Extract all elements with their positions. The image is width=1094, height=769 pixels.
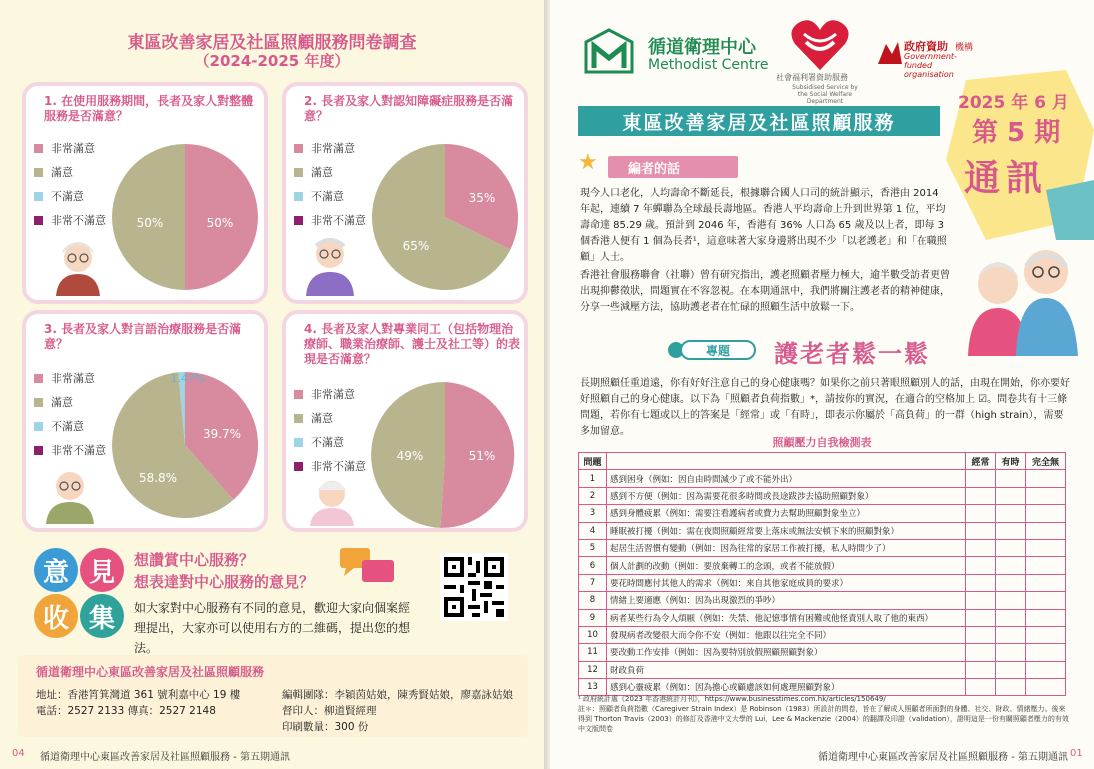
checkbox-often[interactable] xyxy=(966,470,996,487)
legend xyxy=(294,382,366,478)
feedback-headline-1: 想讚賞中心服務？ xyxy=(134,551,255,569)
page-footer: 循道衛理中心東區改善家居及社區照顧服務 - 第五期通訊 xyxy=(818,752,1068,763)
legend-item xyxy=(294,184,366,208)
legend-label: 非常不滿意 xyxy=(311,214,366,227)
speech-bubbles-icon xyxy=(340,544,396,588)
legend-item xyxy=(34,438,106,462)
checkbox-often[interactable] xyxy=(966,626,996,643)
pie-label: 49% xyxy=(396,449,424,463)
row-question: 感到不方便（例如：因為需要花很多時間或長途跋涉去協助照顧對象） xyxy=(607,487,966,504)
feedback-tile: 收 xyxy=(34,594,78,638)
legend xyxy=(34,136,106,232)
checkbox-often[interactable] xyxy=(966,487,996,504)
legend-item xyxy=(34,366,106,390)
legend-label: 非常滿意 xyxy=(311,142,355,155)
legend-item xyxy=(34,208,106,232)
row-question: 要花時間應付其他人的需求（例如：來自其他家庭成員的要求） xyxy=(607,574,966,591)
legend-item xyxy=(294,430,366,454)
caregiver-strain-table xyxy=(578,452,1066,696)
feedback-headline-2: 想表達對中心服務的意見？ xyxy=(134,573,315,591)
topic-paragraph: 長期照顧任重道遠，你有好好注意自己的身心健康嗎？如果你之前只著眼照顧別人的話，由現在開始，你亦要好好照顧自己的身心健康。以下為「照顧者負荷指數」*，請按你的實況，在適合的空格加上 ☑。問卷共有十三條問題，若你有七題或以上的答案是「經常」或「有時」，即表示你屬於「高負荷」的一群（high strain），需要多加留意。 xyxy=(580,378,1070,437)
editor-paragraph-1: 現今人口老化，人均壽命不斷延長，根據聯合國人口司的統計顯示，香港由 2014 年起，連續 7 年蟬聯為全球最長壽地區。香港人平均壽命上升到世界第 1 位，平均壽命達 85.29 歲。預計到 2046 年，香港有 36% 人口為 65 歲及以上者，即每 3 個香港人便有 1 個為長者¹，這意味著大家身邊將出現不少「以老護老」和「在職照顧」人士。 xyxy=(580,188,947,263)
legend-label: 不滿意 xyxy=(311,436,344,449)
legend-swatch xyxy=(34,446,43,455)
footer-copies: 印刷數量：300 份 xyxy=(282,721,369,733)
pie-chart-4 xyxy=(370,380,520,530)
checkbox-sometimes[interactable] xyxy=(996,557,1026,574)
row-number: 8 xyxy=(579,592,607,609)
pie-label: 50% xyxy=(136,216,164,230)
row-number: 13 xyxy=(579,679,607,696)
checkbox-never[interactable] xyxy=(1026,470,1066,487)
table-row xyxy=(579,505,1066,522)
row-question: 起居生活習慣有變動（例如：因為往常的家居工作被打擾，私人時間少了） xyxy=(607,539,966,556)
survey-card-4 xyxy=(282,310,528,532)
legend-item xyxy=(34,414,106,438)
legend-item xyxy=(34,160,106,184)
survey-card-1 xyxy=(22,82,268,304)
footnotes xyxy=(578,694,1070,734)
swd-heart-logo-icon xyxy=(790,18,850,72)
centre-name-zh: 循道衛理中心 xyxy=(648,37,756,58)
checkbox-often[interactable] xyxy=(966,644,996,661)
elderly-woman-illustration xyxy=(48,236,108,296)
pie-chart-2 xyxy=(370,142,520,292)
row-question: 情緒上要適應（例如：因為出現激烈的爭吵） xyxy=(607,592,966,609)
checkbox-often[interactable] xyxy=(966,522,996,539)
topic-tag: 專題 xyxy=(680,340,756,360)
checkbox-sometimes[interactable] xyxy=(996,626,1026,643)
row-question: 發現病者改變很大而令你不安（例如：他跟以往完全不同） xyxy=(607,626,966,643)
row-number: 3 xyxy=(579,505,607,522)
survey-card-2 xyxy=(282,82,528,304)
pie-label: 39.7% xyxy=(202,427,242,441)
row-question: 病者某些行為令人煩厭（例如：失禁、他記憶事情有困難或他怪責別人取了他的東西） xyxy=(607,609,966,626)
legend-swatch xyxy=(34,422,43,431)
legend-label: 不滿意 xyxy=(51,420,84,433)
table-row xyxy=(579,539,1066,556)
survey-title: 東區改善家居及社區照顧服務問卷調查 xyxy=(127,33,417,53)
table-row xyxy=(579,626,1066,643)
legend xyxy=(34,366,106,462)
legend-item xyxy=(294,382,366,406)
footer-address: 地址：香港筲箕灣道 361 號利嘉中心 19 樓 xyxy=(36,689,241,701)
legend-label: 非常滿意 xyxy=(51,142,95,155)
checkbox-often[interactable] xyxy=(966,505,996,522)
feedback-body: 如大家對中心服務有不同的意見，歡迎大家向個案經理提出，大家亦可以使用右方的二維碼，提出您的想法。 xyxy=(134,601,411,655)
gov-funded-org: 機構 xyxy=(955,43,974,53)
checkbox-sometimes[interactable] xyxy=(996,487,1026,504)
row-number: 4 xyxy=(579,522,607,539)
editor-paragraph-2: 香港社會服務聯會（社聯）曾有研究指出，護老照顧者壓力極大，逾半數受訪者更曾出現抑鬱徵狀，問題實在不容忽視。在本期通訊中，我們將關注護老者的精神健康，分享一些減壓方法，協助護老者在忙碌的照顧生活中放鬆一下。 xyxy=(580,270,950,313)
header-blank xyxy=(607,453,966,470)
feedback-tile: 集 xyxy=(80,594,124,638)
pie-label: 58.8% xyxy=(138,471,178,485)
legend-label: 滿意 xyxy=(311,412,333,425)
legend-swatch xyxy=(294,414,303,423)
checkbox-sometimes[interactable] xyxy=(996,522,1026,539)
table-row xyxy=(579,487,1066,504)
star-icon: ★ xyxy=(578,150,598,175)
legend-swatch xyxy=(294,168,303,177)
header-never: 完全無 xyxy=(1026,453,1066,470)
checkbox-sometimes[interactable] xyxy=(996,644,1026,661)
pie-chart-1 xyxy=(110,142,260,292)
legend-item xyxy=(34,390,106,414)
elderly-couple-illustration xyxy=(954,236,1090,356)
header-often: 經常 xyxy=(966,453,996,470)
footer-org: 循道衛理中心東區改善家居及社區照顧服務 xyxy=(36,665,265,679)
legend-swatch xyxy=(34,168,43,177)
issue-number: 第 5 期 xyxy=(972,118,1061,148)
gov-funded-en: Government-funded organisation xyxy=(904,52,957,79)
checkbox-never[interactable] xyxy=(1026,522,1066,539)
row-number: 9 xyxy=(579,609,607,626)
header-question: 問題 xyxy=(579,453,607,470)
row-number: 1 xyxy=(579,470,607,487)
centre-name-en: Methodist Centre xyxy=(648,57,769,73)
checkbox-never[interactable] xyxy=(1026,644,1066,661)
footnote-1: ¹ 政府統計處《2023 年香港統計月刊》，https://www.businesstimes.com.hk/articles/150649/ xyxy=(578,695,886,703)
legend-label: 滿意 xyxy=(51,396,73,409)
legend-item xyxy=(294,208,366,232)
checkbox-sometimes[interactable] xyxy=(996,592,1026,609)
legend-item xyxy=(294,160,366,184)
checkbox-often[interactable] xyxy=(966,539,996,556)
feedback-tiles xyxy=(34,548,124,638)
legend-swatch xyxy=(294,144,303,153)
government-funded-logo-icon xyxy=(876,40,904,66)
legend-label: 非常不滿意 xyxy=(51,214,106,227)
row-question: 感到身體疲累（例如：需要注看護病者或費力去幫助照顧對象坐立） xyxy=(607,505,966,522)
table-row xyxy=(579,557,1066,574)
service-banner: 東區改善家居及社區照顧服務 xyxy=(578,106,940,136)
checkbox-never[interactable] xyxy=(1026,626,1066,643)
legend-swatch xyxy=(34,144,43,153)
checkbox-never[interactable] xyxy=(1026,574,1066,591)
checkbox-sometimes[interactable] xyxy=(996,539,1026,556)
checkbox-often[interactable] xyxy=(966,592,996,609)
pie-label: 51% xyxy=(468,449,496,463)
issue-type: 通訊 xyxy=(964,158,1049,199)
row-question: 睡眠被打擾（例如：需在夜間照顧經常要上落床或無法安頓下來的照顧對象） xyxy=(607,522,966,539)
pie-label: 65% xyxy=(402,239,430,253)
legend-swatch xyxy=(294,438,303,447)
legend-swatch xyxy=(294,390,303,399)
methodist-centre-logo-icon xyxy=(584,28,634,74)
legend-label: 非常滿意 xyxy=(51,372,95,385)
legend-label: 滿意 xyxy=(311,166,333,179)
checkbox-often[interactable] xyxy=(966,557,996,574)
legend-swatch xyxy=(34,374,43,383)
checkbox-sometimes[interactable] xyxy=(996,505,1026,522)
checkbox-sometimes[interactable] xyxy=(996,470,1026,487)
checkbox-often[interactable] xyxy=(966,609,996,626)
swd-label-en: Subsidised Service by the Social Welfare Department xyxy=(792,84,858,105)
survey-year: （2024-2025 年度） xyxy=(194,52,350,70)
gov-funded-zh: 政府資助 xyxy=(904,40,948,53)
legend xyxy=(294,136,366,232)
issue-month: 2025 年 6 月 xyxy=(958,93,1069,113)
checkbox-never[interactable] xyxy=(1026,609,1066,626)
pie-label: 1.47% xyxy=(170,372,206,385)
table-row xyxy=(579,470,1066,487)
legend-label: 非常不滿意 xyxy=(51,444,106,457)
feedback-qr-code[interactable] xyxy=(440,553,508,621)
swd-label-zh: 社會福利署資助服務 xyxy=(776,73,848,82)
legend-label: 不滿意 xyxy=(311,190,344,203)
legend-swatch xyxy=(34,192,43,201)
elderly-man-illustration xyxy=(300,232,360,296)
question-3: 3. 長者及家人對言語治療服務是否滿意？ xyxy=(44,322,242,351)
footer-phone: 電話：2527 2133 傳真：2527 2148 xyxy=(36,705,216,717)
legend-item xyxy=(294,136,366,160)
checkbox-never[interactable] xyxy=(1026,505,1066,522)
row-question: 財政負荷 xyxy=(607,661,966,678)
legend-label: 滿意 xyxy=(51,166,73,179)
legend-item xyxy=(34,184,106,208)
footer-editors: 編輯團隊：李穎茵姑娘，陳秀賢姑娘，廖嘉詠姑娘 xyxy=(282,689,513,701)
elderly-man-illustration xyxy=(40,464,100,524)
row-number: 12 xyxy=(579,661,607,678)
legend-label: 不滿意 xyxy=(51,190,84,203)
footnote-2: 註＊：照顧者負荷指數（Caregiver Strain Index）是 Robinson（1983）所設計的問卷，旨在了解成人照顧者所面對的身體、社交、財政、情緒壓力。後來得到 Thorton Travis（2003）的修訂及香港中文大學的 Lui，Lee & Mackenzie（2004）的翻譯及印證（validation），證明這是一份有關照顧者壓力的有效中文版問卷 xyxy=(578,705,1069,733)
page-number: 04 xyxy=(12,748,25,759)
checkbox-often[interactable] xyxy=(966,661,996,678)
checkbox-sometimes[interactable] xyxy=(996,661,1026,678)
checkbox-never[interactable] xyxy=(1026,487,1066,504)
question-4: 4. 長者及家人對專業同工（包括物理治療師、職業治療師、護士及社工等）的表現是否滿意？ xyxy=(304,322,521,366)
legend-swatch xyxy=(34,216,43,225)
row-number: 11 xyxy=(579,644,607,661)
checklist-title: 照顧壓力自我檢測表 xyxy=(772,436,872,449)
row-number: 5 xyxy=(579,539,607,556)
row-number: 10 xyxy=(579,626,607,643)
row-question: 個人計劃的改動（例如：要放棄轉工的念頭，或者不能放假） xyxy=(607,557,966,574)
checkbox-sometimes[interactable] xyxy=(996,574,1026,591)
checkbox-sometimes[interactable] xyxy=(996,609,1026,626)
checkbox-never[interactable] xyxy=(1026,661,1066,678)
legend-label: 非常滿意 xyxy=(311,388,355,401)
checkbox-never[interactable] xyxy=(1026,592,1066,609)
legend-swatch xyxy=(294,192,303,201)
feedback-tile: 意 xyxy=(34,548,78,592)
table-row xyxy=(579,609,1066,626)
page-footer: 循道衛理中心東區改善家居及社區照顧服務 - 第五期通訊 xyxy=(40,752,290,763)
elderly-woman-illustration xyxy=(304,474,360,526)
checkbox-never[interactable] xyxy=(1026,539,1066,556)
topic-title: 護老者鬆一鬆 xyxy=(774,340,930,368)
table-row xyxy=(579,644,1066,661)
page-number: 01 xyxy=(1070,748,1083,759)
table-row xyxy=(579,661,1066,678)
row-question: 感到心靈疲累（例如：因為擔心或顧慮該如何處理照顧對象） xyxy=(607,679,966,696)
footer-printer: 督印人：柳道賢經理 xyxy=(282,705,377,717)
survey-card-3 xyxy=(22,310,268,532)
legend-label: 非常不滿意 xyxy=(311,460,366,473)
pie-chart-3 xyxy=(110,370,260,520)
editor-note-tag: 編者的話 xyxy=(608,156,738,178)
legend-swatch xyxy=(34,398,43,407)
legend-item xyxy=(34,136,106,160)
feedback-tile: 見 xyxy=(80,548,124,592)
table-header-row xyxy=(579,453,1066,470)
header-sometimes: 有時 xyxy=(996,453,1026,470)
question-1: 1. 在使用服務期間，長者及家人對整體服務是否滿意？ xyxy=(44,94,254,123)
legend-item xyxy=(294,406,366,430)
checkbox-often[interactable] xyxy=(966,574,996,591)
table-row xyxy=(579,592,1066,609)
checkbox-never[interactable] xyxy=(1026,557,1066,574)
pie-label: 50% xyxy=(206,216,234,230)
question-2: 2. 長者及家人對認知障礙症服務是否滿意？ xyxy=(304,94,514,123)
legend-swatch xyxy=(294,216,303,225)
row-number: 6 xyxy=(579,557,607,574)
pie-label: 35% xyxy=(468,191,496,205)
table-row xyxy=(579,574,1066,591)
right-page xyxy=(550,0,1094,769)
left-page xyxy=(0,0,544,769)
row-question: 感到困身（例如：因自由時間減少了或不能外出） xyxy=(607,470,966,487)
contact-footer xyxy=(18,655,528,737)
row-number: 7 xyxy=(579,574,607,591)
table-row xyxy=(579,522,1066,539)
row-question: 要改動工作安排（例如：因為要特別放假照顧照顧對象） xyxy=(607,644,966,661)
legend-swatch xyxy=(294,462,303,471)
row-number: 2 xyxy=(579,487,607,504)
